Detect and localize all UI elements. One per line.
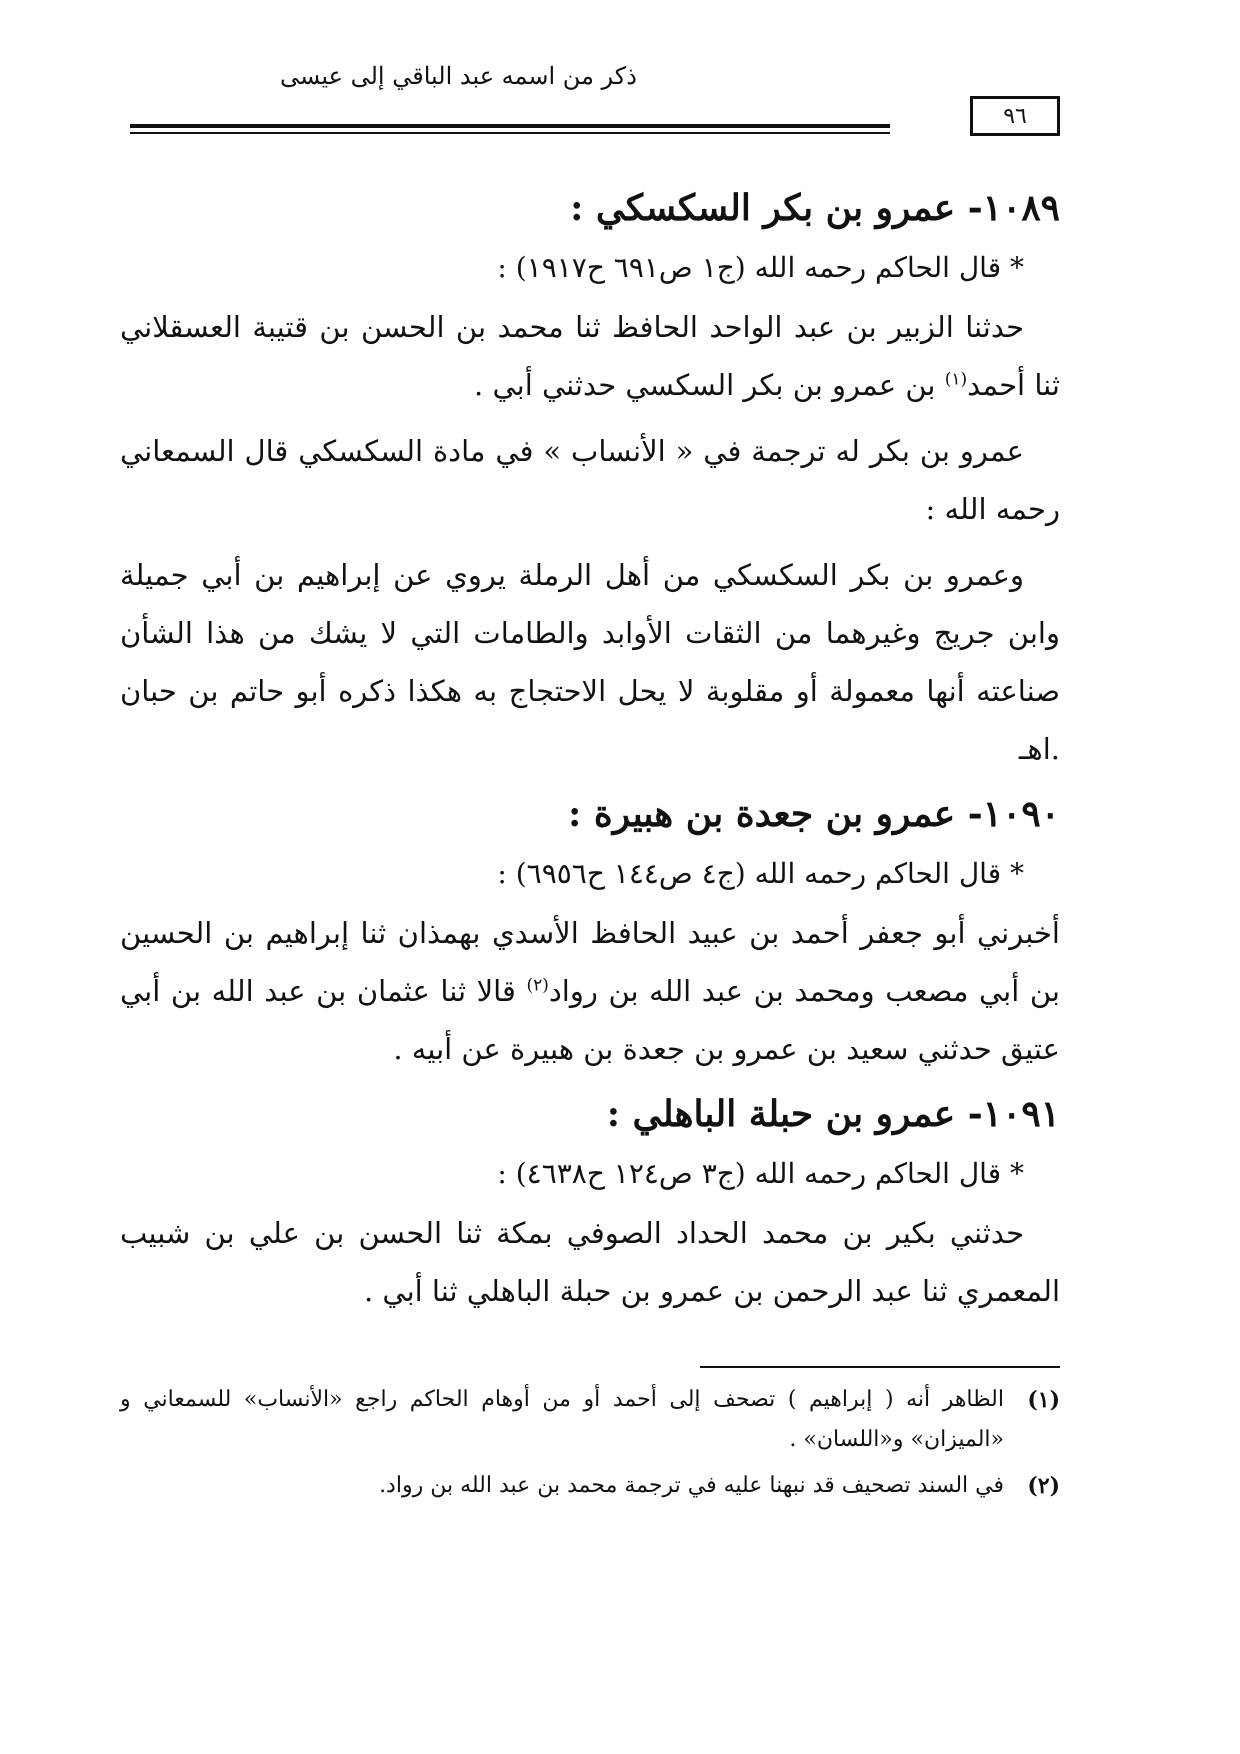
- footnote-number: (١): [1027, 1387, 1060, 1413]
- isnad-paragraph: [120, 298, 1060, 414]
- footnote-number: (٢): [1027, 1473, 1060, 1499]
- commentary-paragraph: عمرو بن بكر له ترجمة في « الأنساب » في مادة السكسكي قال السمعاني رحمه الله :: [120, 434, 1060, 526]
- entry-heading: ١٠٩١- عمرو بن حبلة الباهلي :: [606, 1093, 1060, 1135]
- entry-heading: ١٠٩٠- عمرو بن جعدة بن هبيرة :: [568, 793, 1060, 835]
- footnote-text: الظاهر أنه ( إبراهيم ) تصحف إلى أحمد أو من أوهام الحاكم راجع «الأنساب» للسمعاني و «الميزان» و«اللسان» .: [120, 1387, 1004, 1452]
- paragraph-text: قالا ثنا عثمان بن عبد الله بن أبي عتيق حدثني سعيد بن عمرو بن جعدة بن هبيرة عن أبيه .: [120, 974, 1060, 1066]
- page-number: ٩٦: [970, 96, 1060, 136]
- footnote-separator: [700, 1366, 1060, 1368]
- footnote-item: [120, 1380, 1060, 1460]
- source-citation: * قال الحاكم رحمه الله (ج٣ ص١٢٤ ح٤٦٣٨) :: [497, 1157, 1024, 1190]
- footnotes: [120, 1380, 1060, 1512]
- entry-1091: [120, 1086, 1060, 1320]
- page-header: [120, 40, 1060, 140]
- footnote-ref: (١): [944, 369, 968, 390]
- source-citation: * قال الحاكم رحمه الله (ج٤ ص١٤٤ ح٦٩٥٦) :: [497, 857, 1024, 890]
- header-rule-thin: [130, 132, 890, 134]
- isnad-paragraph: حدثني بكير بن محمد الحداد الصوفي بمكة ثنا الحسن بن علي بن شبيب المعمري ثنا عبد الرحمن بن عمرو بن حبلة الباهلي ثنا أبي .: [120, 1216, 1060, 1308]
- header-rule-thick: [130, 124, 890, 128]
- page: [120, 40, 1060, 1720]
- running-title: ذكر من اسمه عبد الباقي إلى عيسى: [280, 62, 637, 90]
- quote-paragraph: وعمرو بن بكر السكسكي من أهل الرملة يروي عن إبراهيم بن أبي جميلة وابن جريج وغيرهما من الثقات الأوابد والطامات التي لا يشك من هذا الشأن صناعته أنها معمولة أو مقلوبة لا يحل الاحتجاج به هكذا ذكره أبو حاتم بن حبان .اهـ: [120, 558, 1060, 766]
- paragraph-text: حدثنا الزبير بن عبد الواحد الحافظ ثنا محمد بن الحسن بن قتيبة العسقلاني ثنا أحمد: [120, 310, 1060, 402]
- entry-1090: [120, 786, 1060, 1078]
- paragraph-text: أخبرني أبو جعفر أحمد بن عبيد الحافظ الأسدي بهمذان ثنا إبراهيم بن الحسين بن أبي مصعب ومحمد بن عبد الله بن رواد: [120, 916, 1060, 1008]
- isnad-paragraph: [120, 904, 1060, 1078]
- footnote-ref: (٢): [526, 975, 549, 996]
- main-content: [120, 180, 1060, 1328]
- paragraph-text: بن عمرو بن بكر السكسي حدثني أبي .: [474, 368, 945, 402]
- footnote-item: [120, 1466, 1060, 1506]
- entry-1089: [120, 180, 1060, 778]
- footnote-text: في السند تصحيف قد نبهنا عليه في ترجمة محمد بن عبد الله بن رواد.: [379, 1473, 1004, 1498]
- entry-heading: ١٠٨٩- عمرو بن بكر السكسكي :: [570, 187, 1060, 229]
- source-citation: * قال الحاكم رحمه الله (ج١ ص٦٩١ ح١٩١٧) :: [497, 251, 1024, 284]
